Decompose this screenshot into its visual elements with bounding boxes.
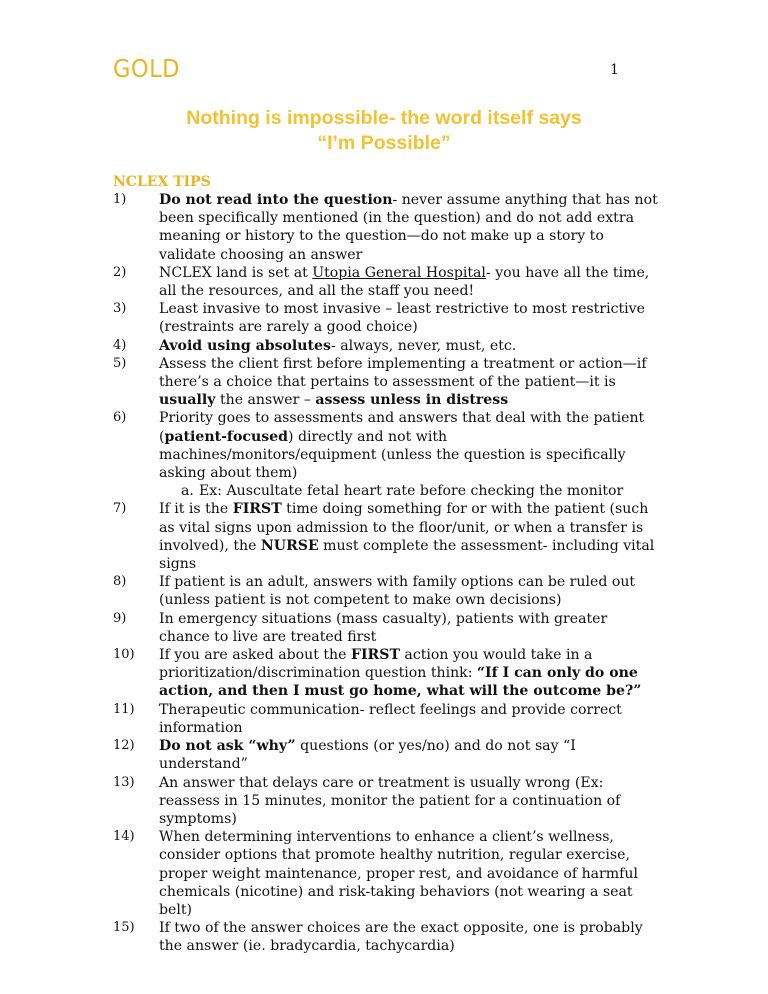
item-number: 1)	[113, 192, 127, 207]
item-number: 6)	[113, 410, 127, 426]
item-number: 14)	[113, 829, 135, 845]
item-text: Least invasive to most invasive – least restrictive to most restrictive (restraints are rarely a good choice)	[159, 301, 645, 336]
list-item	[113, 828, 658, 919]
title-line-2: “I’m Possible”	[317, 132, 451, 154]
item-number: 13)	[113, 774, 135, 790]
list-item	[113, 500, 658, 573]
list-item	[113, 737, 658, 773]
list-item	[113, 409, 658, 500]
list-item	[113, 701, 658, 737]
item-number: 11)	[113, 701, 135, 717]
item-text: Do not read into the question- never assume anything that has not been specifically mentioned (in the question) and do not add extra meaning or history to the question—do not make up a story to validate choosing an answer	[159, 192, 658, 263]
list-item	[113, 337, 658, 355]
item-number: 8)	[113, 574, 127, 590]
item-text: Do not ask “why” questions (or yes/no) and do not say “I understand”	[159, 738, 576, 773]
item-number: 12)	[113, 738, 135, 754]
item-text: If it is the FIRST time doing something for or with the patient (such as vital signs upon admission to the floor/unit, or when a transfer is involved), the NURSE must complete the assessment- including vital signs	[159, 501, 655, 573]
item-text: NCLEX land is set at Utopia General Hospital- you have all the time, all the resources, and all the staff you need!	[159, 264, 650, 300]
item-number: 9)	[113, 610, 127, 626]
item-text: An answer that delays care or treatment is usually wrong (Ex: reassess in 15 minutes, monitor the patient for a continuation of symptoms)	[159, 774, 621, 827]
item-text: If two of the answer choices are the exact opposite, one is probably the answer (ie. bradycardia, tachycardia)	[159, 920, 643, 955]
item-number: 3)	[113, 301, 127, 317]
title-line-1: Nothing is impossible- the word itself says	[186, 107, 582, 129]
sub-item: a. Ex: Auscultate fetal heart rate before checking the monitor	[181, 483, 624, 500]
item-text: If you are asked about the FIRST action you would take in a prioritization/discrimination question think: “If I can only do one action, and then I must go home, what will the outcome be?”	[159, 647, 642, 700]
item-number: 2)	[113, 264, 127, 280]
list-item	[113, 610, 658, 646]
list-item	[113, 191, 658, 264]
list-item	[113, 264, 658, 300]
page-number: 1	[610, 62, 619, 78]
item-number: 5)	[113, 355, 127, 371]
list-item	[113, 919, 658, 955]
list-item	[113, 646, 658, 701]
list-item	[113, 774, 658, 829]
section-heading: NCLEX TIPS	[113, 174, 211, 190]
item-number: 10)	[113, 647, 135, 663]
item-text: If patient is an adult, answers with family options can be ruled out (unless patient is not competent to make own decisions)	[159, 574, 636, 609]
item-text: Assess the client first before implementing a treatment or action—if there’s a choice that pertains to assessment of the patient—it is usually the answer – assess unless in distress	[159, 355, 647, 409]
item-text: Therapeutic communication- reflect feelings and provide correct information	[159, 701, 622, 736]
item-text: Priority goes to assessments and answers that deal with the patient (patient-focused) directly and not with machines/monitors/equipment (unless the question is specifically asking about them) a. Ex: Auscultate fetal heart rate before checking the monitor	[159, 409, 658, 500]
tips-list	[113, 191, 658, 956]
item-number: 15)	[113, 920, 135, 936]
page-title	[0, 106, 768, 156]
list-item	[113, 300, 658, 336]
item-text: Avoid using absolutes- always, never, must, etc.	[159, 337, 517, 354]
list-item	[113, 573, 658, 609]
item-text: When determining interventions to enhance a client’s wellness, consider options that promote healthy nutrition, regular exercise, proper weight maintenance, proper rest, and avoidance of harmful chemicals (nicotine) and risk-taking behaviors (not wearing a seat belt)	[159, 829, 638, 918]
item-number: 4)	[113, 337, 127, 353]
list-item	[113, 355, 658, 410]
item-text: In emergency situations (mass casualty), patients with greater chance to live are treated first	[159, 610, 608, 645]
item-number: 7)	[113, 501, 127, 517]
brand-header: GOLD	[113, 54, 180, 83]
